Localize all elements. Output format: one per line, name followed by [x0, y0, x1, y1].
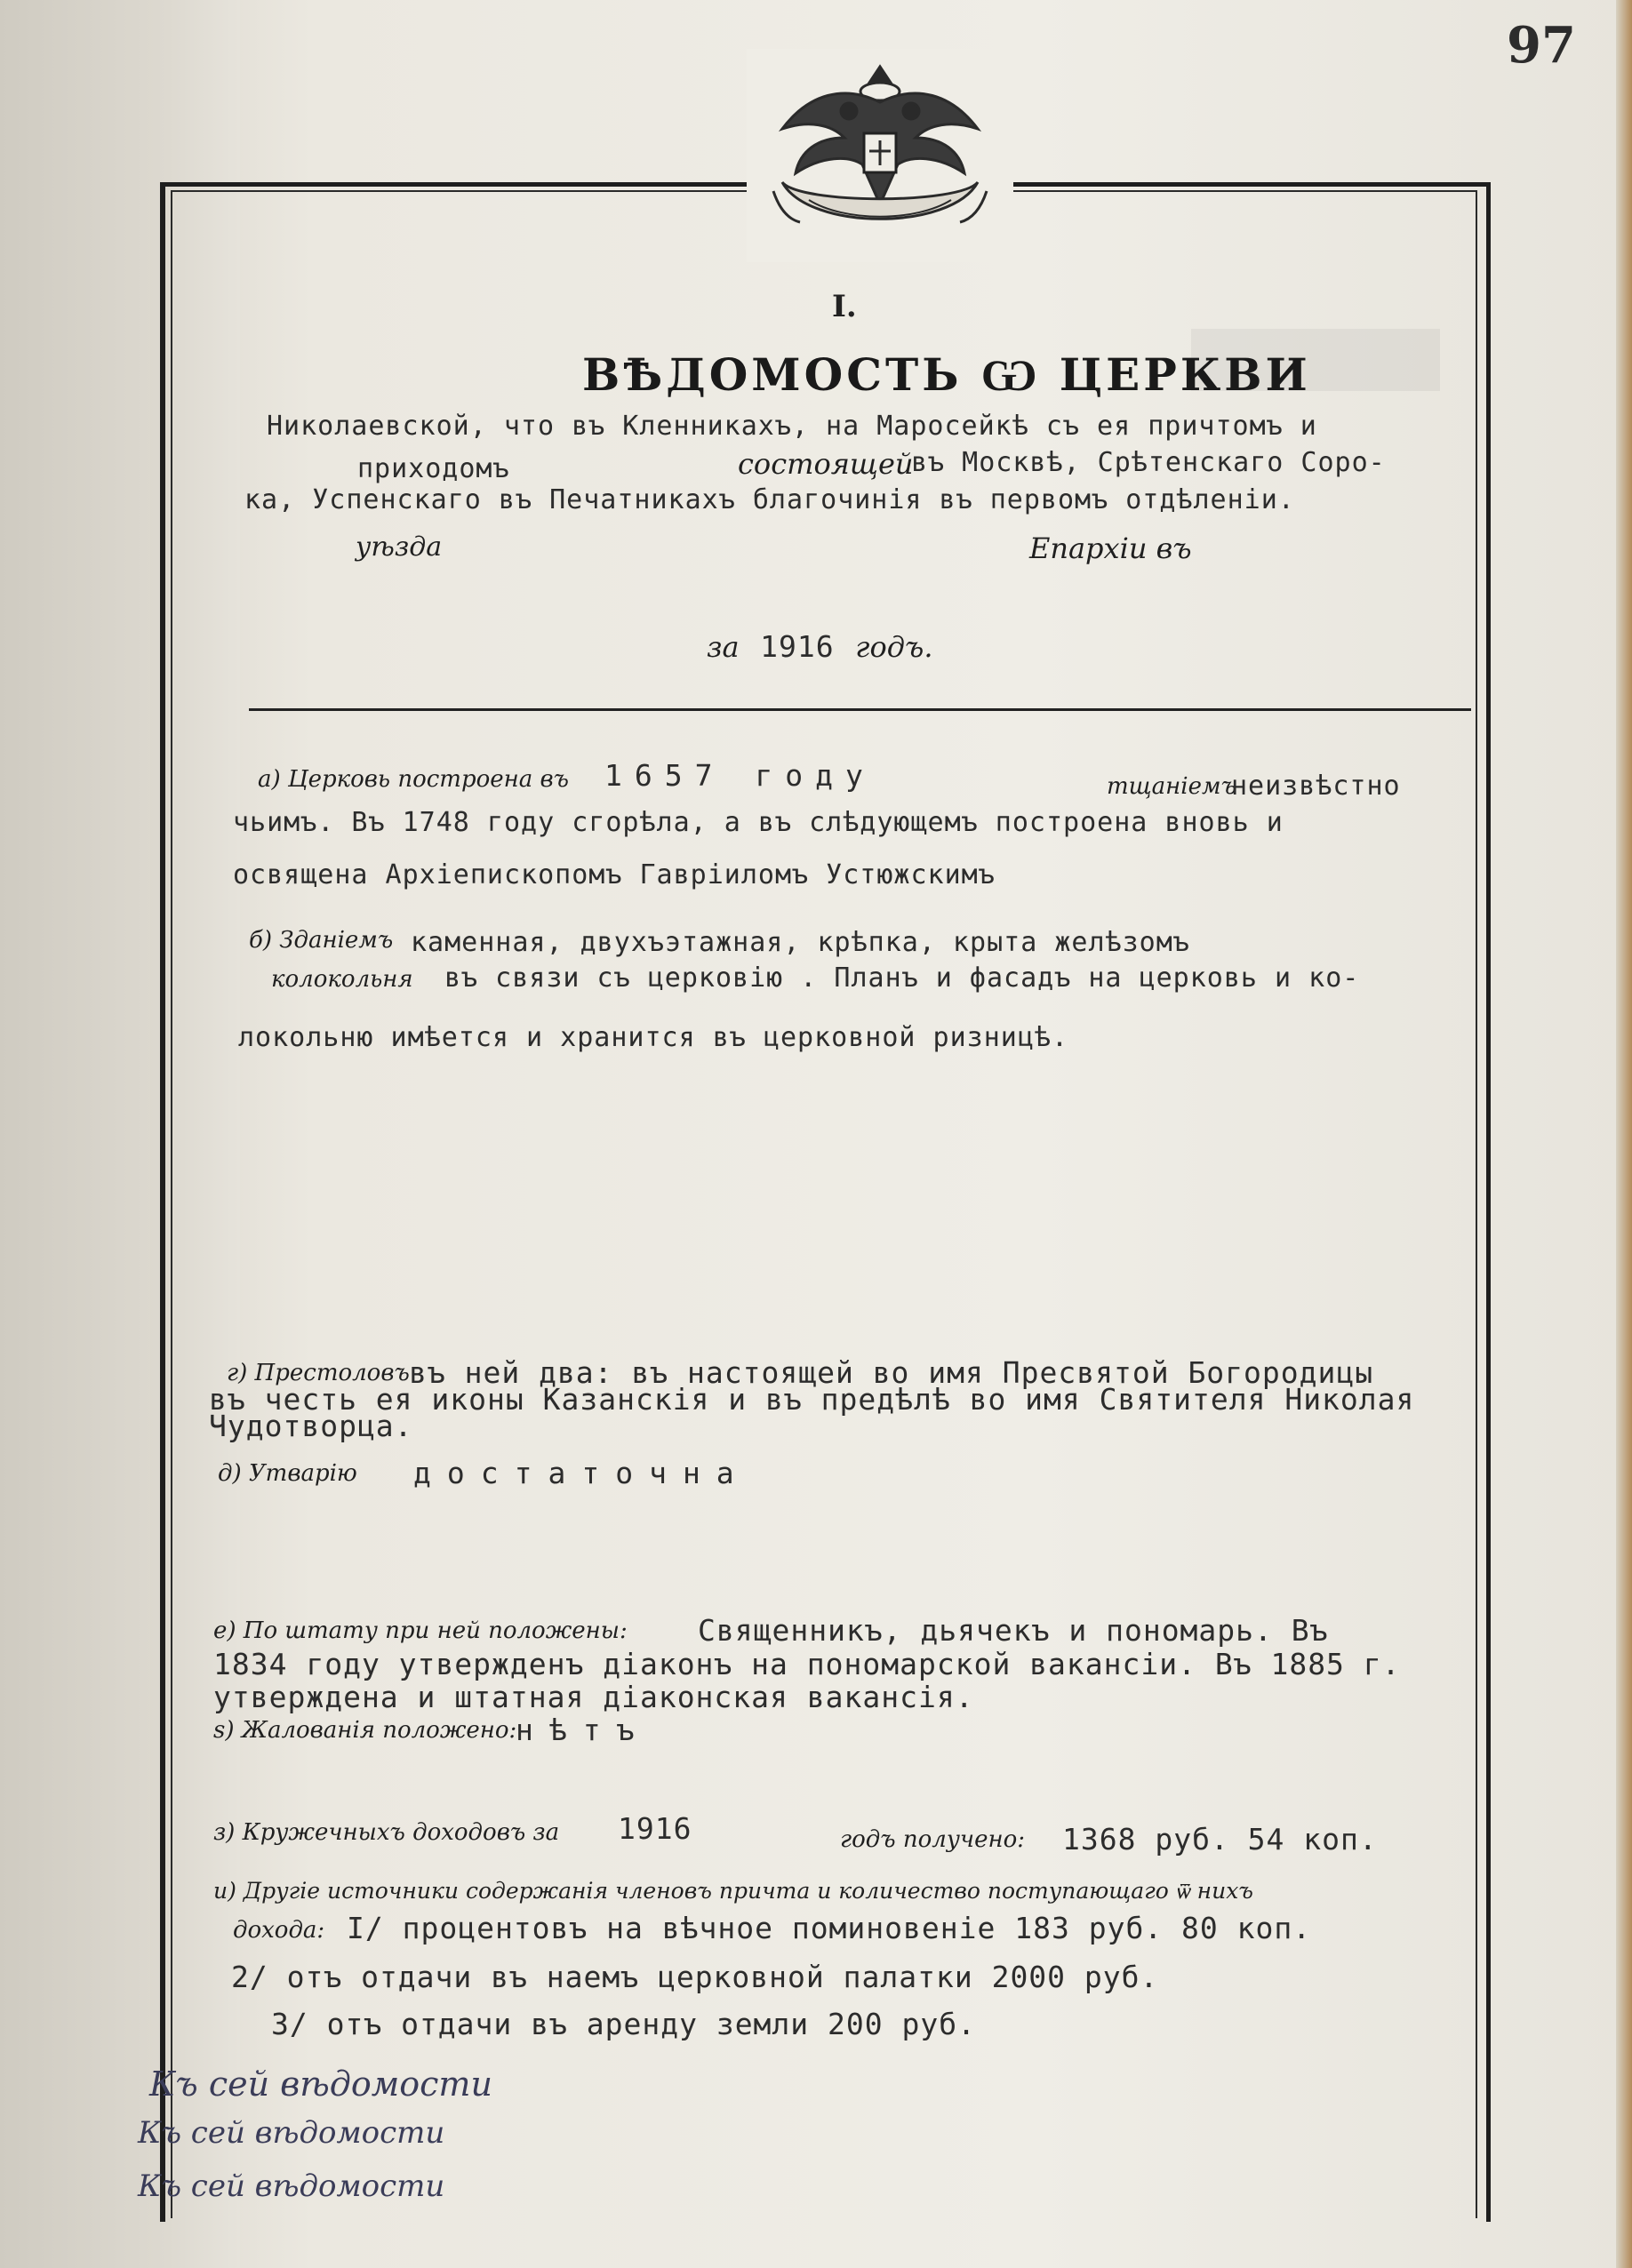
section-a-text1: неизвѣстно: [1231, 771, 1401, 802]
section-d-label: д) Утварію: [218, 1460, 357, 1487]
page-number: 97: [1507, 16, 1576, 75]
section-g-label: г) Престоловъ: [227, 1360, 410, 1386]
parish-label: приходомъ: [357, 453, 510, 484]
page-edge: [1616, 0, 1632, 2268]
section-b-text2: въ связи съ церковію . Планъ и фасадъ на церковь и ко-: [444, 962, 1360, 994]
year-value: 1916: [760, 629, 835, 664]
section-i-item1: I/ процентовъ на вѣчное поминовеніе 183 руб. 80 коп.: [347, 1911, 1312, 1945]
section-z-label2: годъ получено:: [840, 1826, 1025, 1853]
section-b-text1: каменная, двухъэтажная, крѣпка, крыта желѣзомъ: [411, 927, 1190, 958]
section-d-text: достаточна: [413, 1456, 750, 1490]
section-g-text1: въ ней два: въ настоящей во имя Пресвятой Богородицы: [409, 1355, 1374, 1390]
section-e-text1: Священникъ, дьячекъ и пономарь. Въ: [698, 1613, 1329, 1648]
section-g-text3: Чудотворца.: [209, 1409, 413, 1443]
handwritten-note-3: Къ сей вѣдомости: [138, 2168, 445, 2204]
section-b-label: б) Зданіемъ: [249, 927, 394, 954]
section-e-label: е) По штату при ней положены:: [213, 1617, 628, 1644]
section-a-text2: чьимъ. Въ 1748 году сгорѣла, а въ слѣдующемъ построена вновь и: [233, 807, 1284, 838]
section-e-text3: утверждена и штатная діаконская вакансія.: [213, 1680, 974, 1714]
year-line: [707, 629, 933, 664]
section-s-text: нѣтъ: [516, 1713, 651, 1747]
location-label: состоящей: [738, 447, 914, 481]
section-i-item2: 2/ отъ отдачи въ наемъ церковной палатки 2000 руб.: [231, 1960, 1159, 1994]
document-title: ВѢДОМОСТЬ Ѡ ЦЕРКВИ: [582, 348, 1311, 401]
year-suffix: годъ.: [855, 630, 933, 664]
location-line: въ Москвѣ, Срѣтенскаго Соро-: [911, 447, 1386, 478]
eparchy-label: Епархіи въ: [1029, 531, 1192, 565]
year-prefix: за: [707, 630, 740, 664]
section-a-year: 1657 году: [604, 758, 876, 793]
double-headed-eagle-emblem: [747, 49, 1013, 262]
section-i-item3: 3/ отъ отдачи въ аренду земли 200 руб.: [271, 2007, 976, 2041]
section-number: I.: [832, 289, 857, 324]
uezd-label: уѣзда: [356, 531, 443, 563]
section-i-label2: дохода:: [233, 1917, 325, 1944]
section-z-amount: 1368 руб. 54 коп.: [1062, 1822, 1378, 1857]
section-s-label: ѕ) Жалованія положено:: [213, 1717, 517, 1744]
section-z-year: 1916: [618, 1811, 692, 1846]
section-i-label1: и) Другіе источники содержанія членовъ причта и количество поступающаго ѿ нихъ: [213, 1878, 1253, 1904]
handwritten-note-2: Къ сей вѣдомости: [138, 2115, 445, 2151]
section-a-label2: тщаніемъ: [1107, 773, 1236, 800]
section-z-label: з) Кружечныхъ доходовъ за: [213, 1819, 560, 1846]
deanery-line: ка, Успенскаго въ Печатникахъ благочинія въ первомъ отдѣленіи.: [244, 484, 1295, 515]
church-name-line: Николаевской, что въ Кленникахъ, на Маросейкѣ съ ея причтомъ и: [267, 411, 1317, 442]
section-a-text3: освящена Архіепископомъ Гавріиломъ Устюжскимъ: [233, 859, 996, 890]
handwritten-note-1: Къ сей вѣдомости: [149, 2064, 492, 2104]
section-b-text3: локольню имѣется и хранится въ церковной ризницѣ.: [238, 1022, 1069, 1053]
header-divider: [249, 708, 1471, 711]
section-a-label: а) Церковь построена въ: [258, 766, 569, 793]
section-g-text2: въ честь ея иконы Казанскія и въ предѣлѣ во имя Святителя Николая: [209, 1382, 1415, 1417]
section-e-text2: 1834 году утвержденъ діаконъ на пономарской вакансіи. Въ 1885 г.: [213, 1647, 1401, 1681]
section-b-label2: колокольня: [271, 966, 413, 993]
